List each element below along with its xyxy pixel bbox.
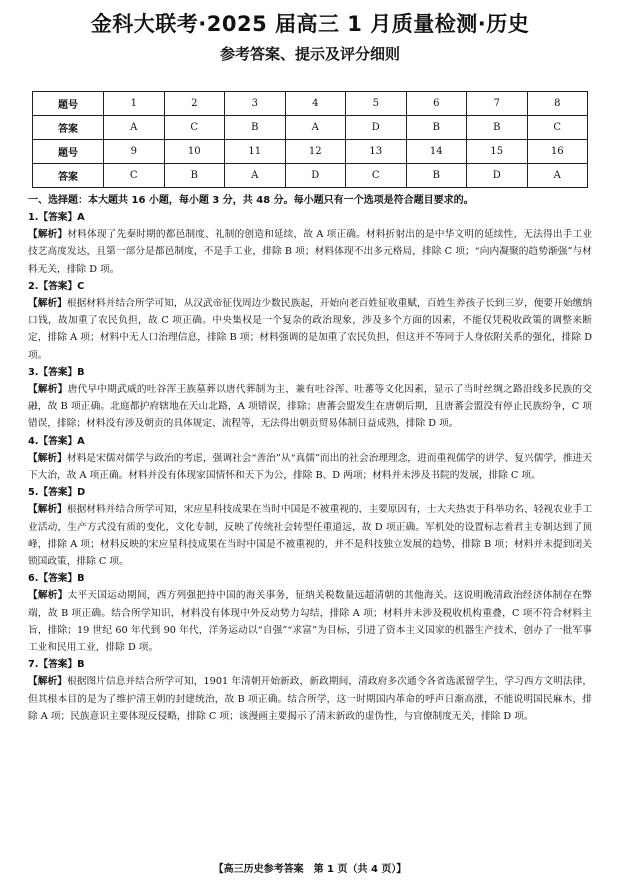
question-number: 10 bbox=[164, 140, 225, 164]
row-label-answer: 答案 bbox=[33, 116, 104, 140]
answer-cell: A bbox=[285, 116, 346, 140]
question-number: 15 bbox=[467, 140, 528, 164]
answer-cell: A bbox=[225, 164, 286, 188]
question-number: 4 bbox=[285, 92, 346, 116]
question-number: 8 bbox=[527, 92, 588, 116]
analysis-tag: 【解析】 bbox=[28, 504, 67, 516]
row-label-question: 题号 bbox=[33, 140, 104, 164]
analysis-paragraph bbox=[28, 381, 592, 433]
answer-cell: B bbox=[406, 164, 467, 188]
table-row bbox=[33, 92, 588, 116]
row-label-question: 题号 bbox=[33, 92, 104, 116]
analysis-paragraph bbox=[28, 295, 592, 364]
analysis-tag: 【解析】 bbox=[28, 676, 68, 688]
question-number: 2 bbox=[164, 92, 225, 116]
answer-cell: C bbox=[527, 116, 588, 140]
answer-line: 5.【答案】D bbox=[28, 487, 86, 499]
question-block bbox=[28, 364, 592, 433]
answer-cell: A bbox=[104, 116, 165, 140]
question-number: 1 bbox=[104, 92, 165, 116]
question-number: 12 bbox=[285, 140, 346, 164]
answer-line: 4.【答案】A bbox=[28, 435, 85, 447]
question-block bbox=[28, 656, 592, 725]
analysis-paragraph bbox=[28, 450, 592, 484]
answer-cell: B bbox=[406, 116, 467, 140]
answer-line: 1.【答案】A bbox=[28, 212, 85, 223]
question-number: 16 bbox=[527, 140, 588, 164]
question-number: 13 bbox=[346, 140, 407, 164]
question-block bbox=[28, 209, 592, 278]
question-number: 14 bbox=[406, 140, 467, 164]
answer-cell: D bbox=[467, 164, 528, 188]
page-footer: 【高三历史参考答案 第 1 页（共 4 页）】 bbox=[213, 864, 407, 875]
question-block bbox=[28, 570, 592, 656]
table-row bbox=[33, 164, 588, 188]
analysis-paragraph bbox=[28, 226, 592, 278]
answer-cell: B bbox=[164, 164, 225, 188]
question-number: 3 bbox=[225, 92, 286, 116]
page-subtitle: 参考答案、提示及评分细则 bbox=[219, 45, 400, 63]
analysis-tag: 【解析】 bbox=[28, 229, 68, 241]
analysis-text: 根据图片信息并结合所学可知，1901 年清朝开始新政，新政期间，清政府多次通令各省选派留学生，学习西方文明法律，但其根本目的是为了维护清王朝的封建统治，故 B 项正确。结合所学，这一时期国内革命的呼声日渐高涨，不能说明国民麻木，排除 A 项；民族意识主要体现反侵略，排除 C 项；该漫画主要揭示了清末新政的虚伪性，与官僚制度无关，排除 D 项。 bbox=[28, 676, 593, 722]
answer-cell: B bbox=[225, 116, 286, 140]
answer-cell: A bbox=[527, 164, 588, 188]
analysis-tag: 【解析】 bbox=[28, 298, 67, 310]
analysis-text: 根据材料并结合所学可知，宋应星科技成果在当时中国是不被重视的，主要原因有，士大夫热衷于科举功名、轻视农业手工业活动，生产方式没有质的变化，文化专制，反映了传统社会转型任重道远，故 D 项正确。军机处的设置标志着君主专制达到了顶峰，排除 A 项；材料反映的宋应星科技成果在当时中国是不被重视的，并不是科技独立发展的趋势，排除 B 项；材料并未提到闭关锁国政策，排除 C 项。 bbox=[28, 504, 593, 568]
question-number: 11 bbox=[225, 140, 286, 164]
page-title: 金科大联考·2025 届高三 1 月质量检测·历史 bbox=[90, 12, 530, 36]
answer-cell: B bbox=[467, 116, 528, 140]
question-number: 5 bbox=[346, 92, 407, 116]
analysis-tag: 【解析】 bbox=[28, 384, 68, 396]
answer-line: 2.【答案】C bbox=[28, 280, 85, 292]
table-row bbox=[33, 116, 588, 140]
analysis-text: 材料体现了先秦时期的都邑制度、礼制的创造和延续，故 A 项正确。材料折射出的是中华文明的延续性，无法得出手工业技艺高度发达，且第一部分是都邑制度，不是手工业，排除 B 项；材料体现不出多元格局，排除 C 项；“向内凝聚的趋势渐强”与材料无关，排除 D 项。 bbox=[28, 229, 593, 275]
analysis-text: 根据材料并结合所学可知，从汉武帝征伐周边少数民族起，开始向老百姓征收重赋，百姓生养孩子长到三岁，便要开始缴纳口钱，故加重了农民负担，故 C 项正确。中央集权是一个复杂的政治现象，涉及多个方面的因素，不能仅凭税收政策的调整来断定，排除 A 项；材料中无人口治理信息，排除 B 项；材料强调的是加重了农民负担，但这并不等同于人身依附关系的强化，排除 D 项。 bbox=[28, 298, 593, 361]
question-block bbox=[28, 433, 592, 485]
analysis-tag: 【解析】 bbox=[28, 590, 68, 602]
answer-line: 3.【答案】B bbox=[28, 366, 85, 378]
section-heading: 一、选择题：本大题共 16 小题，每小题 3 分，共 48 分。每小题只有一个选项是符合题目要求的。 bbox=[28, 195, 474, 206]
analysis-text: 唐代早中期武威的吐谷浑王族墓葬以唐代葬制为主，兼有吐谷浑、吐蕃等文化因素，显示了当时丝绸之路沿线多民族的交融，故 B 项正确。北庭都护府辖地在天山北路，A 项错误，排除；唐蕃会盟发生在唐朝后期，且唐蕃会盟没有停止民族纷争，C 项错误，排除；材料没有涉及朝贡的具体规定、流程等，无法得出朝贡贸易体制日益成熟，排除 D 项。 bbox=[28, 384, 592, 430]
answer-table bbox=[32, 91, 588, 188]
analysis-paragraph bbox=[28, 587, 592, 656]
answer-cell: D bbox=[285, 164, 346, 188]
row-label-answer: 答案 bbox=[33, 164, 104, 188]
answer-cell: C bbox=[346, 164, 407, 188]
analysis-paragraph bbox=[28, 673, 592, 725]
analysis-tag: 【解析】 bbox=[28, 452, 67, 464]
question-block bbox=[28, 484, 592, 570]
question-number: 7 bbox=[467, 92, 528, 116]
question-number: 6 bbox=[406, 92, 467, 116]
question-block bbox=[28, 278, 592, 364]
analysis-text: 材料是宋儒对儒学与政治的考虑，强调社会“善治”从“真儒”而出的社会治理理念，进而重视儒学的讲学、复兴儒学，推进天下大治，故 A 项正确。材料并没有体现家国情怀和天下为公，排除 B、D 两项；材料并未涉及书院的发展，排除 C 项。 bbox=[28, 452, 593, 482]
analysis-text: 太平天国运动期间，西方列强把持中国的海关事务，征纳关税数量远超清朝的其他海关。这说明晚清政治经济体制存在弊端，故 B 项正确。结合所学知识，材料没有体现中外反动势力勾结，排除 A 项；材料并未涉及税收机构重叠，C 项不符合材料主旨，排除；19 世纪 60 年代到 90 年代，洋务运动以“自强”“求富”为目标，引进了资本主义国家的机器生产技术，创办了一批军事工业和民用工业，排除 D 项。 bbox=[28, 590, 592, 654]
question-number: 9 bbox=[104, 140, 165, 164]
table-row bbox=[33, 140, 588, 164]
answer-cell: D bbox=[346, 116, 407, 140]
answer-cell: C bbox=[164, 116, 225, 140]
answer-cell: C bbox=[104, 164, 165, 188]
answer-line: 6.【答案】B bbox=[28, 573, 85, 585]
answer-line: 7.【答案】B bbox=[28, 659, 85, 671]
analysis-paragraph bbox=[28, 501, 592, 570]
